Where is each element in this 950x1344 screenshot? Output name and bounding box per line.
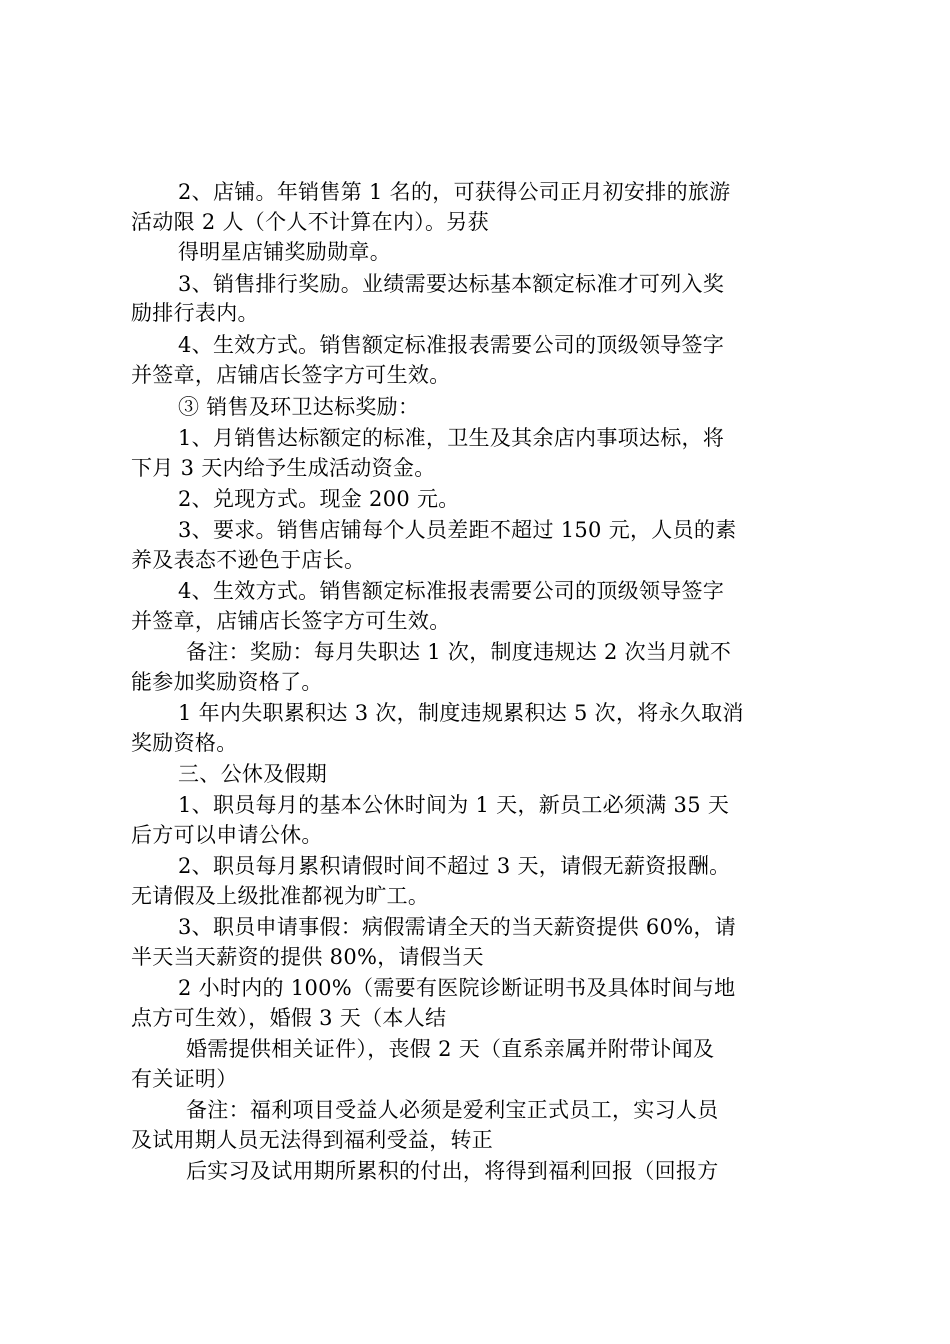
text-line: 1 年内失职累积达 3 次，制度违规累积达 5 次，将永久取消 bbox=[178, 701, 744, 725]
text-line: 1、月销售达标额定的标准，卫生及其余店内事项达标，将 bbox=[178, 426, 725, 450]
text-line: 活动限 2 人（个人不计算在内）。另获 bbox=[131, 210, 489, 234]
text-line: 半天当天薪资的提供 80%，请假当天 bbox=[131, 945, 484, 969]
text-line: 励排行表内。 bbox=[131, 301, 259, 325]
text-line: 得明星店铺奖励勋章。 bbox=[178, 240, 391, 264]
text-line: 3、职员申请事假：病假需请全天的当天薪资提供 60%，请 bbox=[178, 915, 737, 939]
text-line: 4、生效方式。销售额定标准报表需要公司的顶级领导签字 bbox=[178, 579, 725, 603]
text-line: 备注：奖励：每月失职达 1 次，制度违规达 2 次当月就不 bbox=[186, 640, 732, 664]
text-line: 下月 3 天内给予生成活动资金。 bbox=[131, 456, 436, 480]
text-line: 2、兑现方式。现金 200 元。 bbox=[178, 487, 460, 511]
text-line: 婚需提供相关证件），丧假 2 天（直系亲属并附带讣闻及 bbox=[186, 1037, 715, 1061]
text-line: 并签章，店铺店长签字方可生效。 bbox=[131, 363, 451, 387]
text-line: ③ 销售及环卫达标奖励： bbox=[178, 395, 420, 419]
text-line: 点方可生效），婚假 3 天（本人结 bbox=[131, 1006, 447, 1030]
text-line: 能参加奖励资格了。 bbox=[131, 670, 323, 694]
text-line: 后方可以申请公休。 bbox=[131, 823, 323, 847]
text-line: 3、销售排行奖励。业绩需要达标基本额定标准才可列入奖 bbox=[178, 272, 725, 296]
text-line: 无请假及上级批准都视为旷工。 bbox=[131, 884, 430, 908]
text-line: 及试用期人员无法得到福利受益，转正 bbox=[131, 1128, 494, 1152]
text-line: 后实习及试用期所累积的付出，将得到福利回报（回报方 bbox=[186, 1159, 719, 1183]
text-line: 2、店铺。年销售第 1 名的，可获得公司正月初安排的旅游 bbox=[178, 180, 731, 204]
text-line: 备注：福利项目受益人必须是爱利宝正式员工，实习人员 bbox=[186, 1098, 719, 1122]
text-line: 奖励资格。 bbox=[131, 731, 238, 755]
text-line: 1、职员每月的基本公休时间为 1 天，新员工必须满 35 天 bbox=[178, 793, 730, 817]
text-line: 4、生效方式。销售额定标准报表需要公司的顶级领导签字 bbox=[178, 333, 725, 357]
text-line: 2、职员每月累积请假时间不超过 3 天，请假无薪资报酬。 bbox=[178, 854, 731, 878]
text-line: 并签章，店铺店长签字方可生效。 bbox=[131, 609, 451, 633]
text-line: 3、要求。销售店铺每个人员差距不超过 150 元，人员的素 bbox=[178, 518, 737, 542]
text-line: 2 小时内的 100%（需要有医院诊断证明书及具体时间与地 bbox=[178, 976, 736, 1000]
text-line: 养及表态不逊色于店长。 bbox=[131, 548, 366, 572]
text-line: 三、公休及假期 bbox=[178, 762, 328, 786]
text-line: 有关证明） bbox=[131, 1067, 238, 1091]
